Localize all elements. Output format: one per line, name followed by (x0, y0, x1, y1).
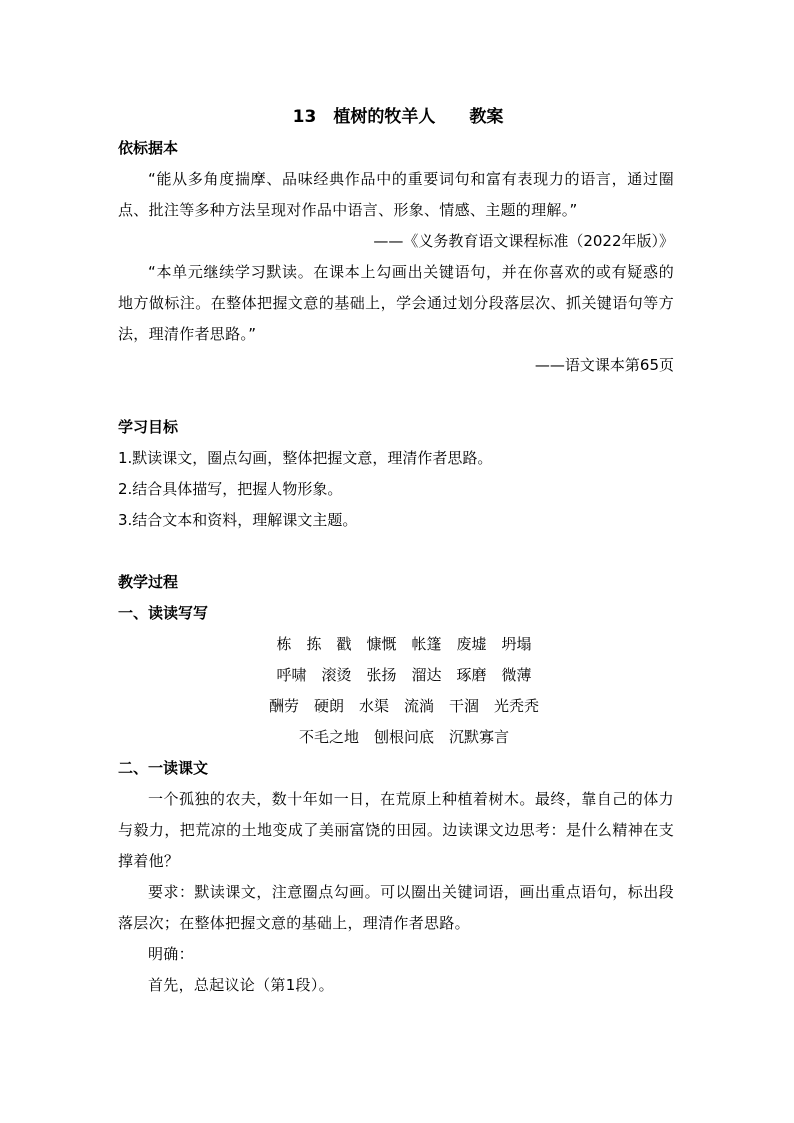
vocab-word: 废墟 (456, 635, 487, 653)
vocab-word: 光秃秃 (494, 697, 540, 715)
vocab-word: 不毛之地 (298, 728, 359, 746)
spacer (118, 536, 674, 567)
vocab-row (118, 722, 674, 753)
vocab-word: 帐篷 (411, 635, 442, 653)
process-heading: 教学过程 (118, 573, 179, 591)
vocab-word: 溜达 (411, 666, 442, 684)
vocab-word: 拣 (306, 635, 322, 653)
objective-item: 3.结合文本和资料，理解课文主题。 (118, 511, 358, 529)
curriculum-citation: ——《义务教育语文课程标准（2022年版）》 (373, 232, 674, 250)
intro-paragraph: 一个孤独的农夫，数十年如一日，在荒原上种植着树木。最终，靠自己的体力与毅力，把荒凉的土地变成了美丽富饶的田园。边读课文边思考：是什么精神在支撑着他？ (118, 790, 674, 870)
vocab-row (118, 629, 674, 660)
objective-item: 1.默读课文，圈点勾画，整体把握文意，理清作者思路。 (118, 449, 493, 467)
vocab-word: 张扬 (366, 666, 397, 684)
vocab-word: 琢磨 (456, 666, 487, 684)
clarification-label: 明确： (148, 945, 194, 963)
objectives-heading: 学习目标 (118, 418, 179, 436)
vocab-word: 酬劳 (268, 697, 299, 715)
vocab-word: 慷慨 (366, 635, 397, 653)
vocab-word: 微薄 (501, 666, 532, 684)
objective-item: 2.结合具体描写，把握人物形象。 (118, 480, 343, 498)
vocab-row (118, 660, 674, 691)
textbook-quote: “本单元继续学习默读。在课本上勾画出关键语句，并在你喜欢的或有疑惑的地方做标注。在整体把握文意的基础上，学会通过划分段落层次、抓关键语句等方法，理清作者思路。” (118, 263, 674, 343)
vocab-word: 流淌 (404, 697, 435, 715)
spacer (118, 381, 674, 412)
basis-heading: 依标据本 (118, 139, 179, 157)
curriculum-quote: “能从多角度揣摩、品味经典作品中的重要词句和富有表现力的语言，通过圈点、批注等多种方法呈现对作品中语言、形象、情感、主题的理解。” (118, 170, 674, 219)
vocab-word: 滚烫 (321, 666, 352, 684)
requirement-paragraph: 要求：默读课文，注意圈点勾画。可以圈出关键词语，画出重点语句，标出段落层次；在整体把握文意的基础上，理清作者思路。 (118, 883, 674, 932)
vocab-word: 硬朗 (313, 697, 344, 715)
vocab-word: 刨根问底 (373, 728, 434, 746)
vocab-word: 呼啸 (276, 666, 307, 684)
vocab-word: 水渠 (358, 697, 389, 715)
vocab-row (118, 691, 674, 722)
section-heading-read-write: 一、读读写写 (118, 604, 209, 622)
vocab-word: 沉默寡言 (449, 728, 510, 746)
first-point-paragraph: 首先，总起议论（第1段）。 (148, 976, 334, 994)
section-heading-first-reading: 二、一读课文 (118, 759, 209, 777)
textbook-citation: ——语文课本第65页 (534, 356, 674, 374)
vocab-word: 戳 (336, 635, 352, 653)
page-title: 13 植树的牧羊人 教案 (292, 107, 504, 127)
vocab-word: 干涸 (449, 697, 480, 715)
vocab-word: 坍塌 (501, 635, 532, 653)
vocab-word: 栋 (276, 635, 292, 653)
